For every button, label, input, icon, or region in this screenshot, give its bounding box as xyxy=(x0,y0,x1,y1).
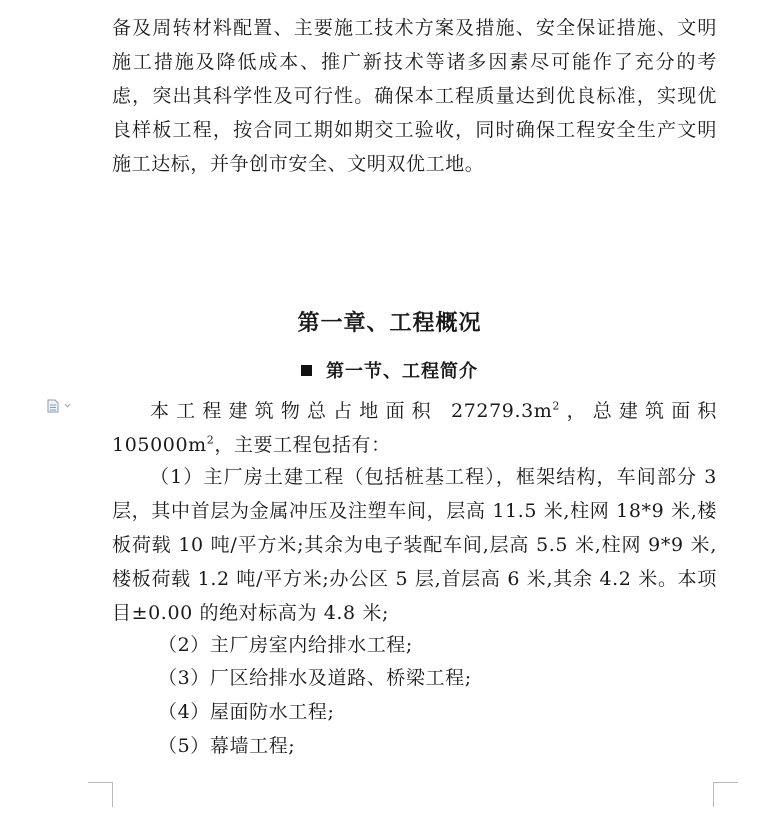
superscript-1: 2 xyxy=(552,399,560,413)
overview-paragraph xyxy=(112,394,717,462)
crop-mark-bottom-left xyxy=(88,782,113,807)
superscript-2: 2 xyxy=(206,433,215,447)
list-item-4: （4）屋面防水工程; xyxy=(158,701,335,723)
document-icon[interactable] xyxy=(47,399,59,413)
section-heading xyxy=(0,357,779,383)
crop-mark-bottom-right xyxy=(713,782,738,807)
chevron-down-icon[interactable] xyxy=(64,403,71,408)
square-bullet-icon xyxy=(301,365,312,376)
overview-text-1: 本工程建筑物总占地面积 27279.3m xyxy=(150,400,553,422)
section-title: 第一节、工程简介 xyxy=(326,361,478,382)
chapter-title: 第一章、工程概况 xyxy=(297,311,482,336)
intro-paragraph: 备及周转材料配置、主要施工技术方案及措施、安全保证措施、文明施工措施及降低成本、推广新技术等诸多因素尽可能作了充分的考虑，突出其科学性及可行性。确保本工程质量达到优良标准，实现优良样板工程，按合同工期如期交工验收，同时确保工程安全生产文明施工达标，并争创市安全、文明双优工地。 xyxy=(112,17,717,175)
list-item-3: （3）厂区给排水及道路、桥梁工程; xyxy=(158,667,472,689)
list-item-1: （1）主厂房土建工程（包括桩基工程），框架结构，车间部分 3 层，其中首层为金属冲压及注塑车间，层高 11.5 米,柱网 18*9 米,楼板荷载 10 吨/平方米;其余为电子装配车间,层高 5.5 米,柱网 9*9 米,楼板荷载 1.2 吨/平方米;办公区 5 层,首层高 6 米,其余 4.2 米。本项目±0.00 的绝对标高为 4.8 米; xyxy=(112,466,717,624)
overview-text-2: ，总建筑面积 105000m xyxy=(112,400,717,456)
overview-text-3: ，主要工程包括有： xyxy=(214,434,391,456)
list-item-5: （5）幕墙工程; xyxy=(158,735,296,757)
list-item-2: （2）主厂房室内给排水工程; xyxy=(158,634,413,656)
